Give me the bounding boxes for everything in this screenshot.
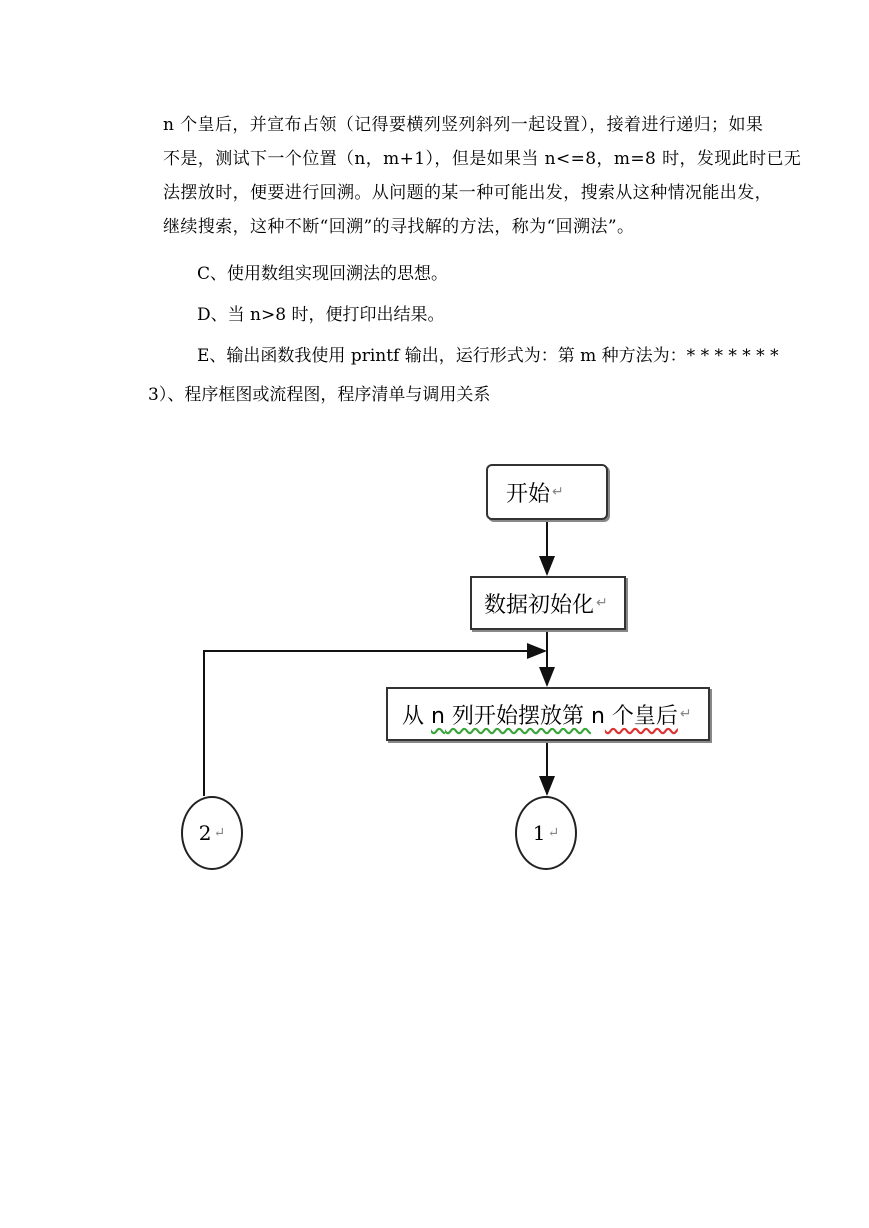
item-d: D、当 n>8 时，便打印出结果。 [197,305,445,325]
place-part: 个皇后 [604,703,678,729]
start-label: 开始 [506,481,551,507]
paragraph-line: 继续搜索，这种不断“回溯”的寻找解的方法，称为“回溯法”。 [163,217,635,237]
return-mark: ↵ [679,706,692,722]
flowchart-start-box [486,464,608,520]
connector-1-label: 1 [532,821,546,845]
return-mark: ↵ [596,595,608,611]
flowchart-init-box [470,576,626,630]
connector-2-label: 2 [198,821,212,845]
place-label [402,699,678,730]
section-heading: 3）、程序框图或流程图，程序清单与调用关系 [148,385,491,405]
flowchart-place-box [386,687,710,741]
connector-2-circle [181,796,243,870]
place-part: 从 [402,703,431,729]
paragraph-line: 法摆放时，便要进行回溯。从问题的某一种可能出发，搜索从这种情况能出发， [163,183,772,203]
place-part-n: n [431,703,445,729]
paragraph-line: 不是，测试下一个位置（n，m+1），但是如果当 n<=8，m=8 时，发现此时已无 [163,149,802,169]
return-mark: ↵ [552,484,564,500]
place-part [431,704,591,729]
place-part [605,704,678,729]
item-e: E、输出函数我使用 printf 输出，运行形式为：第 m 种方法为：* * * * * * * [197,346,779,366]
init-label: 数据初始化 [484,592,595,618]
place-part: 列开始摆放第 [444,703,591,729]
return-mark: ↵ [213,825,226,841]
paragraph-line: n 个皇后，并宣布占领（记得要横列竖列斜列一起设置），接着进行递归；如果 [163,115,764,135]
place-part-n: n [590,703,605,729]
connector-1-circle [515,796,577,870]
return-mark: ↵ [547,825,560,841]
item-c: C、使用数组实现回溯法的思想。 [197,264,449,284]
